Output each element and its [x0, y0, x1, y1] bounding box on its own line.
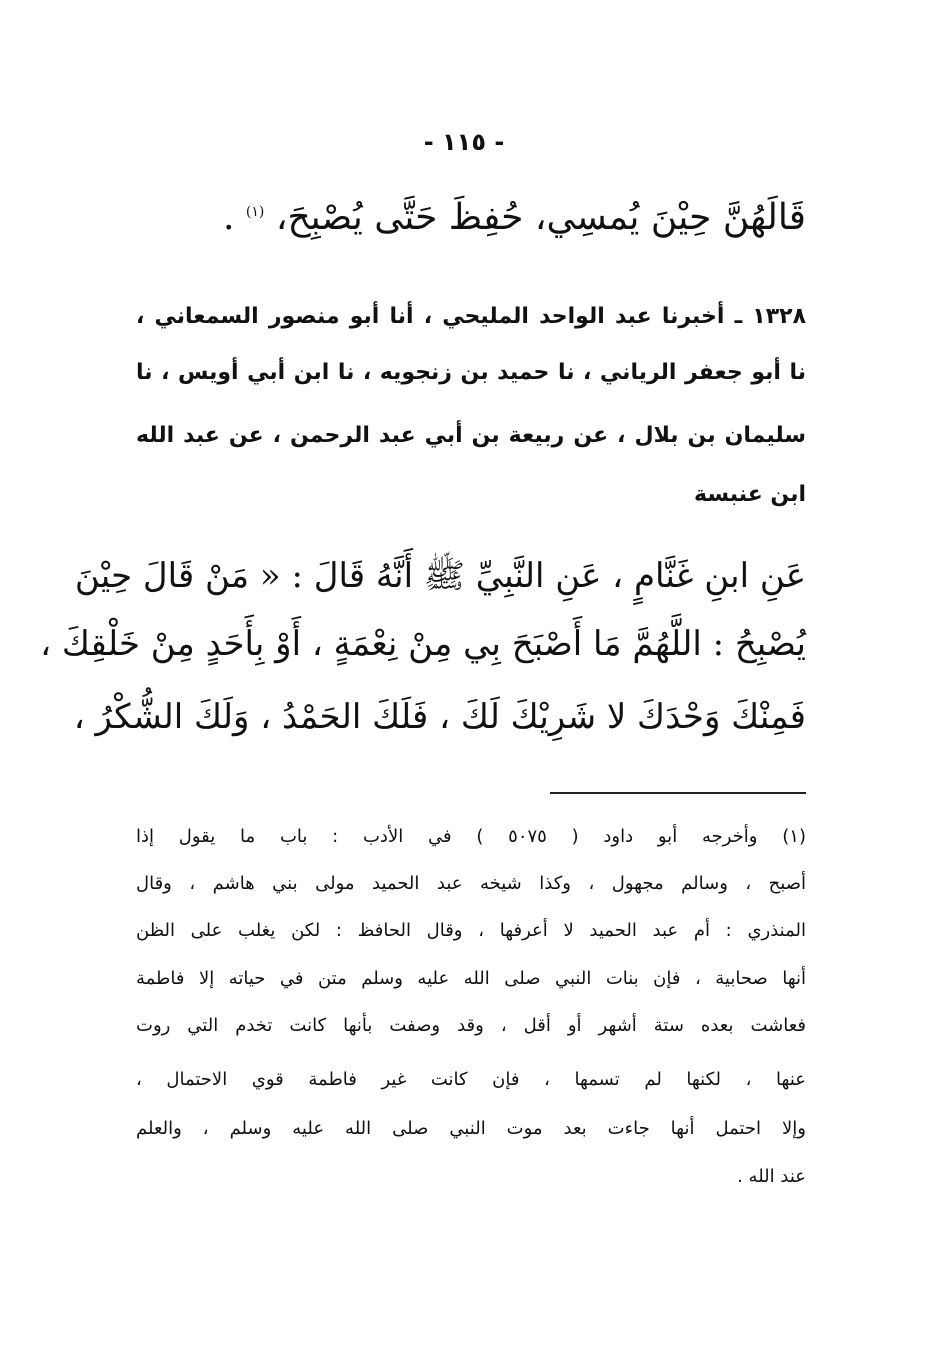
verse-line: عَنِ ابنِ غَنَّامٍ ، عَنِ النَّبِيِّ ﷺ أَنَّهُ قَالَ : « مَنْ قَالَ حِيْنَ [74, 556, 806, 596]
footnote-line: أصبح ، وسالم مجهول ، وكذا شيخه عبد الحميد مولى بني هاشم ، وقال [136, 873, 806, 894]
quote-end: . [223, 197, 246, 238]
verse-line: فَمِنْكَ وَحْدَكَ لا شَرِيْكَ لَكَ ، فَلَكَ الحَمْدُ ، وَلَكَ الشُّكْرُ ، [73, 697, 806, 737]
paragraph-line: ١٣٢٨ ـ أخبرنا عبد الواحد المليحي ، أنا أبو منصور السمعاني ، [136, 304, 806, 329]
footnote-line: أنها صحابية ، فإن بنات النبي صلى الله عليه وسلم متن في حياته إلا فاطمة [136, 968, 806, 989]
page-number: - ١١٥ - [423, 128, 505, 156]
quote-text: قَالَهُنَّ حِيْنَ يُمسِي، حُفِظَ حَتَّى يُصْبِحَ، [264, 197, 806, 238]
footnote-marker: (١) [245, 204, 265, 220]
footnote-line: (١) وأخرجه أبو داود ( ٥٠٧٥ ) في الأدب : باب ما يقول إذا [136, 826, 806, 847]
paragraph-line: نا أبو جعفر الرياني ، نا حميد بن زنجويه ، نا ابن أبي أويس ، نا [136, 360, 806, 385]
footnote-separator [550, 792, 806, 794]
footnote-line: عنها ، لكنها لم تسمها ، فإن كانت غير فاطمة قوي الاحتمال ، [136, 1069, 806, 1090]
footnote-line: عند الله . [737, 1166, 806, 1187]
footnote-line: فعاشت بعده ستة أشهر أو أقل ، وقد وصفت بأنها كانت تخدم التي روت [136, 1015, 806, 1036]
verse-line: يُصْبِحُ : اللَّهُمَّ مَا أَصْبَحَ بِي مِنْ نِعْمَةٍ ، أَوْ بِأَحَدٍ مِنْ خَلْقِكَ ، [40, 624, 806, 664]
footnote-line: وإلا احتمل أنها جاءت بعد موت النبي صلى الله عليه وسلم ، والعلم [136, 1118, 806, 1139]
footnote-line: المنذري : أم عبد الحميد لا أعرفها ، وقال الحافظ : لكن يغلب على الظن [136, 920, 806, 941]
paragraph-line: سليمان بن بلال ، عن ربيعة بن أبي عبد الرحمن ، عن عبد الله [136, 423, 806, 448]
quote-line [136, 197, 806, 238]
paragraph-line: ابن عنبسة [694, 482, 806, 507]
